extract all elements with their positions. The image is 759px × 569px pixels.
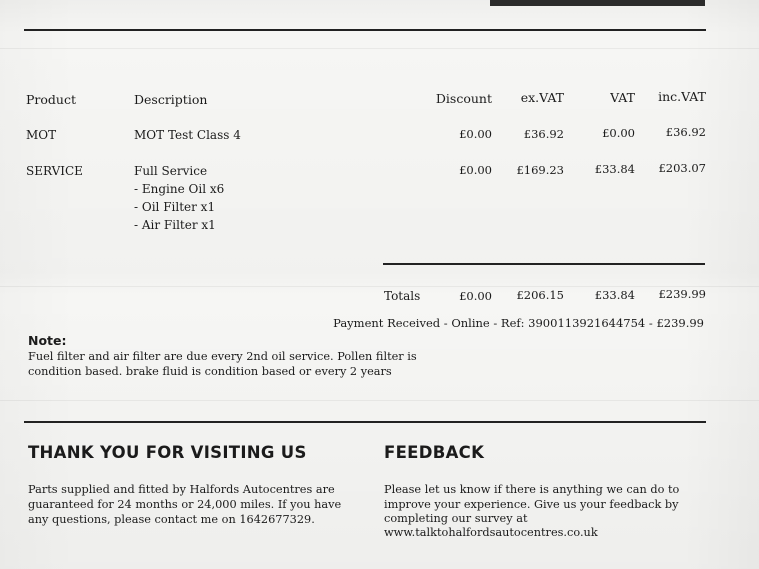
feedback-url[interactable]: www.talktohalfordsautocentres.co.uk — [384, 526, 598, 539]
row-description: MOT Test Class 4 — [134, 128, 241, 142]
payment-received: Payment Received - Online - Ref: 3900113921644754 - £239.99 — [333, 316, 704, 330]
row-product: SERVICE — [26, 164, 83, 178]
row-discount: £0.00 — [459, 127, 492, 141]
totals-incvat: £239.99 — [658, 287, 706, 301]
note-line: Fuel filter and air filter are due every 2nd oil service. Pollen filter is — [28, 350, 417, 363]
row-incvat: £203.07 — [658, 161, 706, 175]
col-description-header: Description — [134, 92, 208, 107]
totals-divider — [383, 263, 705, 265]
paper-crease — [0, 48, 759, 49]
totals-exvat: £206.15 — [516, 288, 564, 302]
col-discount-header: Discount — [435, 91, 492, 106]
col-product-header: Product — [26, 92, 76, 107]
row-product: MOT — [26, 128, 57, 142]
thanks-line: guaranteed for 24 months or 24,000 miles. If you have — [28, 498, 342, 511]
feedback-line: Please let us know if there is anything we can do to — [384, 483, 680, 496]
row-exvat: £169.23 — [516, 163, 564, 177]
row-sub-item: - Oil Filter x1 — [134, 200, 216, 214]
row-exvat: £36.92 — [523, 127, 564, 141]
row-sub-item: - Air Filter x1 — [134, 218, 216, 232]
thanks-line: any questions, please contact me on 1642677329. — [28, 513, 315, 526]
totals-vat: £33.84 — [594, 288, 635, 302]
note-line: condition based. brake fluid is condition based or every 2 years — [28, 365, 392, 378]
row-incvat: £36.92 — [665, 125, 706, 139]
thanks-heading: THANK YOU FOR VISITING US — [28, 443, 307, 462]
feedback-line: improve your experience. Give us your feedback by — [384, 498, 679, 511]
row-sub-item: - Engine Oil x6 — [134, 182, 225, 196]
paper-crease — [0, 400, 759, 401]
feedback-line: completing our survey at — [384, 512, 528, 525]
totals-label: Totals — [384, 289, 421, 303]
top-black-bar — [490, 0, 705, 6]
row-vat: £0.00 — [602, 126, 635, 140]
row-vat: £33.84 — [594, 162, 635, 176]
col-vat-header: VAT — [610, 90, 635, 105]
col-incvat-header: inc.VAT — [658, 89, 706, 104]
thanks-line: Parts supplied and fitted by Halfords Autocentres are — [28, 483, 335, 496]
row-description: Full Service — [134, 164, 208, 178]
totals-discount: £0.00 — [459, 289, 492, 303]
row-discount: £0.00 — [459, 163, 492, 177]
note-title: Note: — [28, 333, 67, 348]
top-divider — [24, 29, 706, 31]
feedback-heading: FEEDBACK — [384, 443, 485, 462]
footer-divider — [24, 421, 706, 423]
col-exvat-header: ex.VAT — [520, 90, 564, 105]
